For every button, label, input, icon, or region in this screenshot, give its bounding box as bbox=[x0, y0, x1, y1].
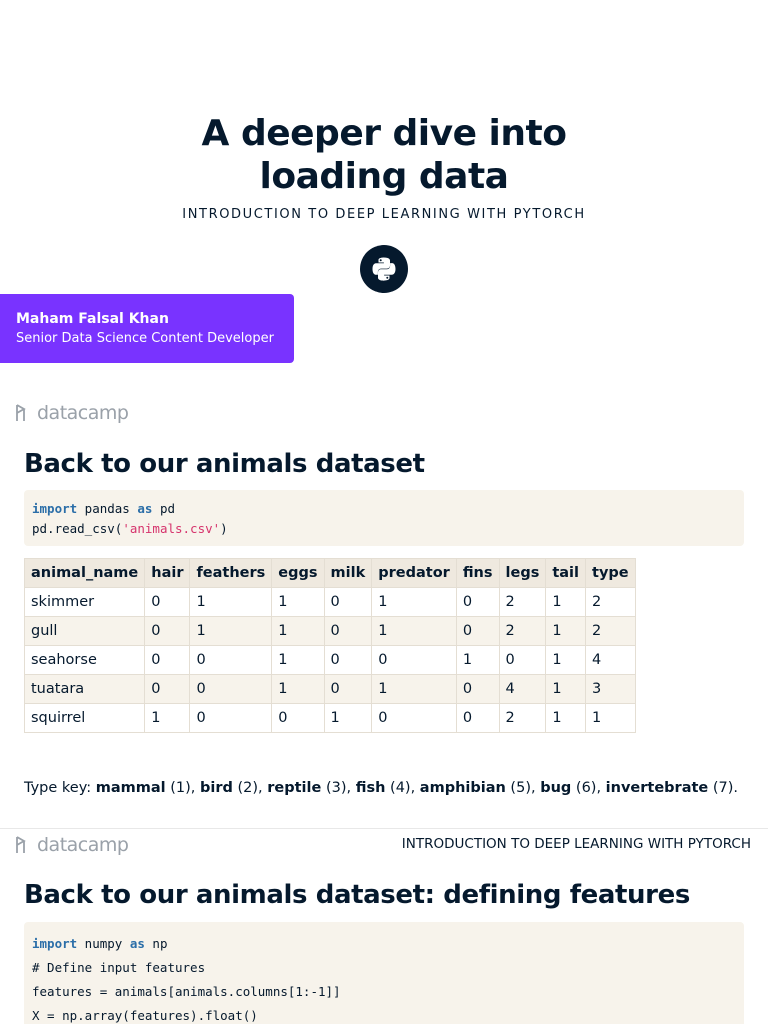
code-keyword: as bbox=[129, 936, 145, 951]
table-cell: 0 bbox=[145, 646, 190, 675]
type-key-code: (6) bbox=[571, 780, 597, 796]
slide-divider bbox=[0, 828, 768, 829]
table-cell: 0 bbox=[499, 646, 546, 675]
column-header: eggs bbox=[272, 559, 324, 588]
table-cell: 0 bbox=[190, 704, 272, 733]
table-row bbox=[25, 617, 636, 646]
code-text: numpy bbox=[77, 936, 130, 951]
table-cell: 0 bbox=[324, 588, 372, 617]
table-cell: 1 bbox=[546, 646, 586, 675]
table-cell: 1 bbox=[190, 588, 272, 617]
table-cell: 0 bbox=[190, 646, 272, 675]
datacamp-logo bbox=[15, 402, 128, 424]
author-role: Senior Data Science Content Developer bbox=[16, 331, 274, 346]
table-cell: 0 bbox=[145, 675, 190, 704]
course-subtitle: INTRODUCTION TO DEEP LEARNING WITH PYTORCH bbox=[182, 207, 586, 222]
type-key-prefix: Type key: bbox=[24, 780, 96, 796]
type-key-code: (4) bbox=[385, 780, 411, 796]
table-row bbox=[25, 588, 636, 617]
table-cell: 4 bbox=[499, 675, 546, 704]
type-key-separator: , bbox=[530, 780, 541, 796]
column-header: predator bbox=[372, 559, 457, 588]
datacamp-logo-text: datacamp bbox=[37, 402, 129, 424]
table-cell: 4 bbox=[586, 646, 636, 675]
page-title bbox=[0, 112, 768, 198]
table-cell: 1 bbox=[546, 588, 586, 617]
type-key-name: mammal bbox=[95, 780, 166, 796]
column-header: legs bbox=[499, 559, 546, 588]
table-row bbox=[25, 704, 636, 733]
type-key-code: (5) bbox=[505, 780, 531, 796]
table-cell: gull bbox=[25, 617, 145, 646]
table-cell: 0 bbox=[456, 704, 499, 733]
column-header: feathers bbox=[190, 559, 272, 588]
table-cell: squirrel bbox=[25, 704, 145, 733]
code-string: 'animals.csv' bbox=[122, 521, 221, 536]
title-line-1: A deeper dive into bbox=[201, 113, 567, 154]
type-key-name: fish bbox=[355, 780, 386, 796]
type-key-separator: , bbox=[596, 780, 606, 796]
type-key-separator: , bbox=[258, 780, 268, 796]
code-text: pd.read_csv( bbox=[32, 521, 123, 536]
type-key-code: (7) bbox=[708, 780, 734, 796]
column-header: tail bbox=[546, 559, 586, 588]
table-cell: 2 bbox=[499, 704, 546, 733]
type-key-name: bug bbox=[540, 780, 572, 796]
table-cell: 0 bbox=[272, 704, 324, 733]
table-cell: 1 bbox=[272, 617, 324, 646]
table-cell: 1 bbox=[586, 704, 636, 733]
datacamp-logo bbox=[15, 834, 128, 856]
column-header: fins bbox=[456, 559, 499, 588]
table-cell: 0 bbox=[324, 646, 372, 675]
code-block-pandas bbox=[24, 490, 744, 546]
table-cell: 2 bbox=[586, 617, 636, 646]
course-tag: INTRODUCTION TO DEEP LEARNING WITH PYTORCH bbox=[401, 836, 751, 852]
code-keyword: import bbox=[32, 501, 78, 516]
table-cell: 0 bbox=[456, 675, 499, 704]
type-key-name: amphibian bbox=[419, 780, 506, 796]
code-keyword: import bbox=[32, 936, 78, 951]
code-text: pd bbox=[152, 501, 176, 516]
table-cell: 0 bbox=[324, 617, 372, 646]
table-cell: 1 bbox=[546, 675, 586, 704]
code-text: pandas bbox=[77, 501, 138, 516]
type-key-suffix: . bbox=[733, 780, 739, 796]
table-cell: 1 bbox=[272, 646, 324, 675]
column-header: milk bbox=[324, 559, 372, 588]
table-cell: 0 bbox=[324, 675, 372, 704]
title-line-2: loading data bbox=[259, 156, 509, 197]
table-cell: 2 bbox=[499, 588, 546, 617]
table-cell: 0 bbox=[190, 675, 272, 704]
datacamp-logo-text: datacamp bbox=[37, 834, 129, 856]
code-line: X = np.array(features).float() bbox=[32, 1008, 258, 1023]
type-key-name: bird bbox=[200, 780, 233, 796]
code-line bbox=[32, 499, 744, 519]
table-cell: 1 bbox=[324, 704, 372, 733]
type-key bbox=[24, 780, 738, 796]
type-key-separator: , bbox=[346, 780, 356, 796]
code-text: ) bbox=[220, 521, 228, 536]
table-cell: 1 bbox=[190, 617, 272, 646]
author-name: Maham Falsal Khan bbox=[16, 311, 169, 327]
column-header: hair bbox=[145, 559, 190, 588]
python-logo-icon bbox=[360, 245, 408, 293]
table-cell: 1 bbox=[546, 704, 586, 733]
table-header-row bbox=[25, 559, 636, 588]
code-text: np bbox=[144, 936, 168, 951]
datacamp-logo-icon bbox=[15, 835, 33, 855]
table-cell: 1 bbox=[272, 675, 324, 704]
code-line: features = animals[animals.columns[1:-1]] bbox=[32, 984, 341, 999]
table-cell: 0 bbox=[372, 704, 457, 733]
table-cell: 2 bbox=[586, 588, 636, 617]
code-line bbox=[32, 519, 744, 539]
table-cell: 1 bbox=[372, 617, 457, 646]
table-row bbox=[25, 646, 636, 675]
type-key-separator: , bbox=[410, 780, 420, 796]
type-key-separator: , bbox=[190, 780, 200, 796]
animals-table bbox=[24, 558, 636, 733]
table-cell: 1 bbox=[145, 704, 190, 733]
table-cell: 1 bbox=[456, 646, 499, 675]
code-comment: # Define input features bbox=[32, 960, 206, 975]
table-cell: 0 bbox=[456, 617, 499, 646]
table-cell: skimmer bbox=[25, 588, 145, 617]
code-line bbox=[32, 932, 744, 956]
table-cell: 3 bbox=[586, 675, 636, 704]
table-cell: 2 bbox=[499, 617, 546, 646]
table-cell: 1 bbox=[272, 588, 324, 617]
slide-title-animals: Back to our animals dataset bbox=[24, 449, 425, 479]
table-cell: 1 bbox=[372, 675, 457, 704]
type-key-name: reptile bbox=[267, 780, 322, 796]
table-cell: 0 bbox=[456, 588, 499, 617]
table-cell: 1 bbox=[372, 588, 457, 617]
slide-title-features: Back to our animals dataset: defining features bbox=[24, 880, 690, 910]
author-card bbox=[0, 294, 294, 363]
table-row bbox=[25, 675, 636, 704]
title-block bbox=[0, 112, 768, 222]
code-keyword: as bbox=[137, 501, 153, 516]
type-key-name: invertebrate bbox=[605, 780, 709, 796]
table-cell: seahorse bbox=[25, 646, 145, 675]
table-cell: 1 bbox=[546, 617, 586, 646]
code-block-numpy bbox=[24, 922, 744, 1024]
type-key-code: (3) bbox=[321, 780, 347, 796]
datacamp-logo-icon bbox=[15, 403, 33, 423]
column-header: animal_name bbox=[25, 559, 145, 588]
table-cell: 0 bbox=[145, 617, 190, 646]
type-key-code: (2) bbox=[232, 780, 259, 796]
table-cell: tuatara bbox=[25, 675, 145, 704]
table-cell: 0 bbox=[372, 646, 457, 675]
table-cell: 0 bbox=[145, 588, 190, 617]
type-key-code: (1) bbox=[165, 780, 191, 796]
column-header: type bbox=[586, 559, 636, 588]
